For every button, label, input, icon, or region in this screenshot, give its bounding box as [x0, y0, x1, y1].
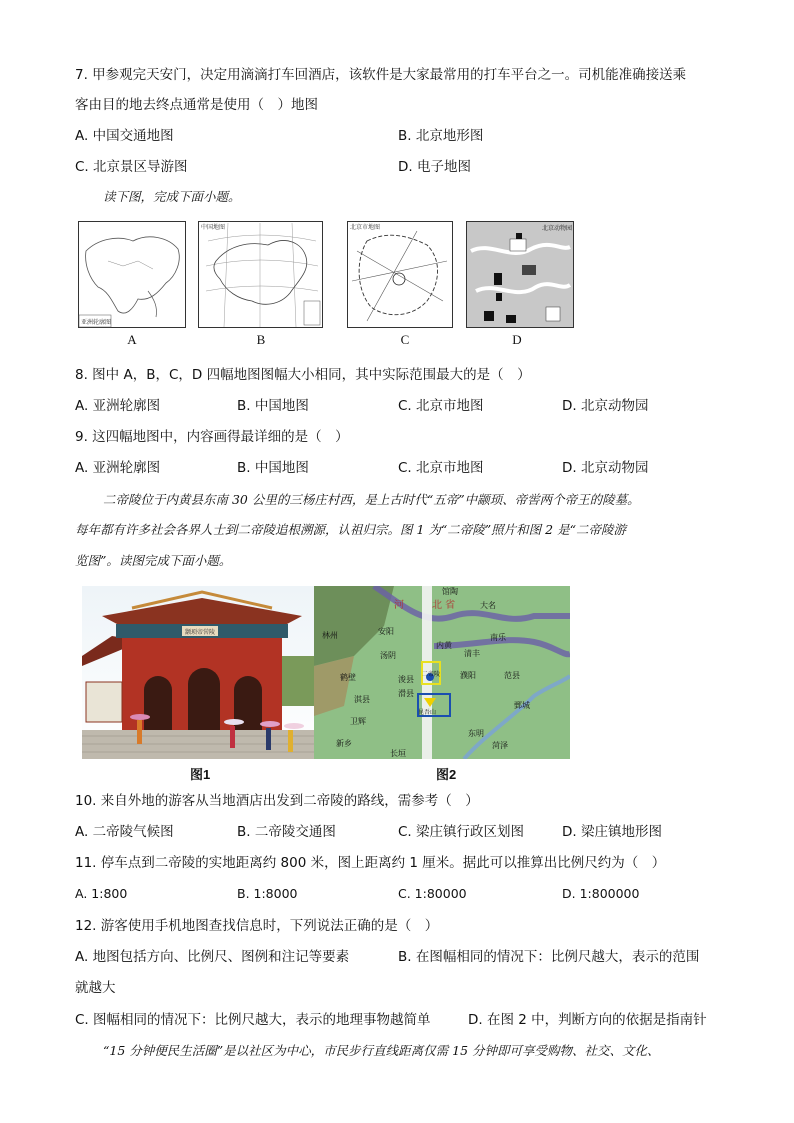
- city-label: 长垣: [390, 749, 406, 758]
- q10-text: 10. 来自外地的游客从当地酒店出发到二帝陵的路线，需参考（ ）: [75, 793, 479, 809]
- q9-option-c: C. 北京市地图: [398, 460, 484, 476]
- city-label: 南乐: [490, 633, 506, 642]
- map-d-inner-title: 北京动物园: [542, 225, 573, 232]
- intro2-line3: 览图”。读图完成下面小题。: [75, 553, 232, 568]
- fig1-photo-mausoleum: [82, 586, 314, 759]
- city-label: 大名: [480, 601, 496, 610]
- q7-line2: 客由目的地去终点通常是使用（ ）地图: [75, 97, 318, 113]
- q12-option-a: A. 地图包括方向、比例尺、图例和注记等要素: [75, 949, 350, 965]
- intro2-line1: 二帝陵位于内黄县东南 30 公里的三杨庄村西，是上古时代“五帝”中颛顼、帝喾两个帝王的陵墓。: [103, 492, 640, 507]
- city-label: 濮阳: [460, 671, 476, 680]
- q7-option-b: B. 北京地形图: [398, 128, 484, 144]
- city-label: 淇县: [354, 695, 370, 704]
- q7-line1: 7. 甲参观完天安门，决定用滴滴打车回酒店，该软件是大家最常用的打车平台之一。司机能准确接送乘: [75, 67, 687, 83]
- map-c-beijing-city: [347, 221, 453, 328]
- q12-option-c: C. 图幅相同的情况下：比例尺越大，表示的地理事物越简单: [75, 1012, 431, 1028]
- city-label: 安阳: [378, 627, 394, 636]
- map-label-a: A: [127, 332, 137, 347]
- city-label: 范县: [504, 671, 520, 680]
- city-label: 东明: [468, 729, 484, 738]
- city-label: 林州: [322, 631, 338, 640]
- q9-option-b: B. 中国地图: [237, 460, 309, 476]
- q10-option-b: B. 二帝陵交通图: [237, 824, 336, 840]
- q10-option-c: C. 梁庄镇行政区划图: [398, 824, 525, 840]
- q9-option-a: A. 亚洲轮廓图: [75, 460, 161, 476]
- map-label-b: B: [256, 332, 266, 347]
- q9-text: 9. 这四幅地图中，内容画得最详细的是（ ）: [75, 429, 349, 445]
- city-label: 鄄城: [514, 701, 530, 710]
- city-label: 浚县: [398, 675, 414, 684]
- q8-option-c: C. 北京市地图: [398, 398, 484, 414]
- q8-option-d: D. 北京动物园: [562, 398, 649, 414]
- q12-option-d: D. 在图 2 中，判断方向的依据是指南针: [468, 1012, 707, 1028]
- q9-option-d: D. 北京动物园: [562, 460, 649, 476]
- city-label: 内黄: [436, 641, 452, 650]
- q8-option-b: B. 中国地图: [237, 398, 309, 414]
- city-label: 卫辉: [350, 717, 366, 726]
- map-a-inner-title: 亚洲轮廓图: [81, 319, 112, 326]
- q7-option-c: C. 北京景区导游图: [75, 159, 188, 175]
- map-c-inner-title: 北京市地图: [350, 224, 381, 231]
- intro2-line2: 每年都有许多社会各界人士到二帝陵追根溯源，认祖归宗。图 1 为“二帝陵”照片和图 2 是“二帝陵游: [75, 522, 626, 537]
- map-a-asia-outline: [78, 221, 186, 328]
- city-label: 新乡: [336, 739, 352, 748]
- map-b-inner-title: 中国地图: [201, 224, 226, 231]
- fig2-province-label: 北 省: [432, 600, 456, 611]
- city-label: 馆陶: [442, 587, 458, 596]
- city-label: 鹤壁: [340, 673, 356, 682]
- fig2-spot2: 昆吾山: [418, 709, 437, 716]
- q10-option-d: D. 梁庄镇地形图: [562, 824, 662, 840]
- q11-text: 11. 停车点到二帝陵的实地距离约 800 米，图上距离约 1 厘米。据此可以推算出比例尺约为（ ）: [75, 855, 666, 871]
- q11-option-a: A. 1:800: [75, 886, 128, 901]
- city-label: 滑县: [398, 689, 414, 698]
- fig1-sign-text: 颛顼帝喾陵: [185, 629, 216, 636]
- fig2-river-label: 河: [394, 600, 404, 611]
- fig2-caption: 图2: [436, 767, 457, 782]
- q11-option-c: C. 1:80000: [398, 886, 467, 901]
- map-label-c: C: [400, 332, 410, 347]
- q12-text: 12. 游客使用手机地图查找信息时，下列说法正确的是（ ）: [75, 918, 439, 934]
- q8-text: 8. 图中 A，B，C，D 四幅地图图幅大小相同，其中实际范围最大的是（ ）: [75, 367, 531, 383]
- city-label: 汤阴: [380, 651, 396, 660]
- q11-option-d: D. 1:800000: [562, 886, 640, 901]
- map-d-beijing-zoo: [466, 221, 574, 328]
- q11-option-b: B. 1:8000: [237, 886, 298, 901]
- fig2-spot1: 二帝陵: [422, 671, 441, 678]
- q10-option-a: A. 二帝陵气候图: [75, 824, 174, 840]
- map-label-d: D: [512, 332, 522, 347]
- city-label: 菏泽: [492, 741, 508, 750]
- q8-option-a: A. 亚洲轮廓图: [75, 398, 161, 414]
- map-b-china: [198, 221, 323, 328]
- intro3-line1: “15 分钟便民生活圈”是以社区为中心，市民步行直线距离仅需 15 分钟即可享受购物、社交、文化、: [103, 1043, 660, 1058]
- city-label: 清丰: [464, 649, 480, 658]
- intro-read-figure: 读下图，完成下面小题。: [103, 189, 241, 204]
- fig2-route-map: [314, 586, 570, 759]
- q12-option-b: B. 在图幅相同的情况下：比例尺越大，表示的范围: [398, 949, 700, 965]
- q7-option-d: D. 电子地图: [398, 159, 471, 175]
- q7-option-a: A. 中国交通地图: [75, 128, 174, 144]
- fig1-caption: 图1: [190, 767, 211, 782]
- q12-option-b-continued: 就越大: [75, 980, 116, 996]
